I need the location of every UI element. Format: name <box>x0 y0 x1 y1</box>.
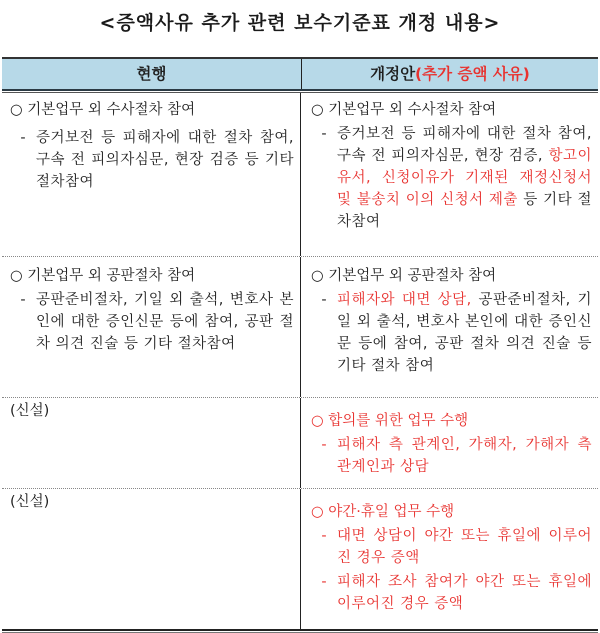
sub-item <box>311 525 592 569</box>
item-heading: ○ 기본업무 외 수사절차 참여 <box>311 102 497 118</box>
sub-item-text: 공판준비절차, 기일 외 출석, 변호사 본인에 대한 증인신문 등에 참여, 공판 절차 의견 진술 등 기타 절차참여 <box>36 292 294 352</box>
header-current: 현행 <box>2 59 302 89</box>
document-title: <증액사유 추가 관련 보수기준표 개정 내용> <box>99 12 501 34</box>
current-cell <box>2 398 301 488</box>
added-reason-text: 항고이유서, 신청이유가 기재된 재정신청서 및 불송치 이의 신청서 제출 <box>337 148 592 208</box>
table-row <box>2 257 598 398</box>
revised-cell <box>301 398 598 488</box>
item-heading: ○ 야간·휴일 업무 수행 <box>311 504 455 520</box>
table-header <box>2 59 598 89</box>
table-row <box>2 93 598 257</box>
added-reason-text: 피해자와 대면 상담, <box>337 292 472 308</box>
item-heading: ○ 합의를 위한 업무 수행 <box>311 413 469 429</box>
revised-cell <box>301 257 598 397</box>
sub-item-text: 증거보전 등 피해자에 대한 절차 참여, 구속 전 피의자심문, 현장 검증 등 기타 절차참여 <box>36 130 294 190</box>
sub-item-text <box>337 289 592 377</box>
sub-text-after: 공판준비절차, 기일 외 출석, 변호사 본인에 대한 증인신문 등에 참여, 공판 절차 의견 진술 등 기타 절차 참여 <box>337 292 592 374</box>
current-cell <box>2 93 301 256</box>
dash-bullet: - <box>20 292 26 308</box>
sub-item-text: 대면 상담이 야간 또는 휴일에 이루어진 경우 증액 <box>337 528 592 566</box>
sub-item <box>311 289 592 377</box>
dash-bullet: - <box>321 437 327 453</box>
revised-cell <box>301 489 598 629</box>
sub-item <box>10 289 294 355</box>
dash-bullet: - <box>20 130 26 146</box>
sub-text-before: 증거보전 등 피해자에 대한 절차 참여, 구속 전 피의자심문, 현장 검증, <box>337 126 592 164</box>
dash-bullet: - <box>321 574 327 590</box>
table-row <box>2 398 598 489</box>
sub-item-text: 피해자 조사 참여가 야간 또는 휴일에 이루어진 경우 증액 <box>337 574 592 612</box>
header-revised-label: 개정안 <box>370 65 416 83</box>
sub-item <box>311 571 592 615</box>
sub-item <box>311 434 592 478</box>
header-revised <box>302 59 598 89</box>
new-provision-label: (신설) <box>10 403 50 419</box>
header-revised-highlight: (추가 증액 사유) <box>415 65 530 83</box>
dash-bullet: - <box>321 528 327 544</box>
table-row <box>2 489 598 629</box>
new-provision-label: (신설) <box>10 494 50 510</box>
revised-cell <box>301 93 598 256</box>
item-heading: ○ 기본업무 외 수사절차 참여 <box>10 102 196 118</box>
sub-item <box>311 123 592 233</box>
comparison-table <box>2 57 598 633</box>
sub-item-text: 피해자 측 관계인, 가해자, 가해자 측 관계인과 상담 <box>337 437 592 475</box>
current-cell <box>2 257 301 397</box>
current-cell <box>2 489 301 629</box>
sub-text-after: 등 기타 절차참여 <box>337 192 593 230</box>
dash-bullet: - <box>321 126 327 142</box>
sub-item <box>10 127 294 193</box>
item-heading: ○ 기본업무 외 공판절차 참여 <box>10 268 196 284</box>
item-heading: ○ 기본업무 외 공판절차 참여 <box>311 268 497 284</box>
dash-bullet: - <box>321 292 327 308</box>
sub-item-text <box>337 123 592 233</box>
